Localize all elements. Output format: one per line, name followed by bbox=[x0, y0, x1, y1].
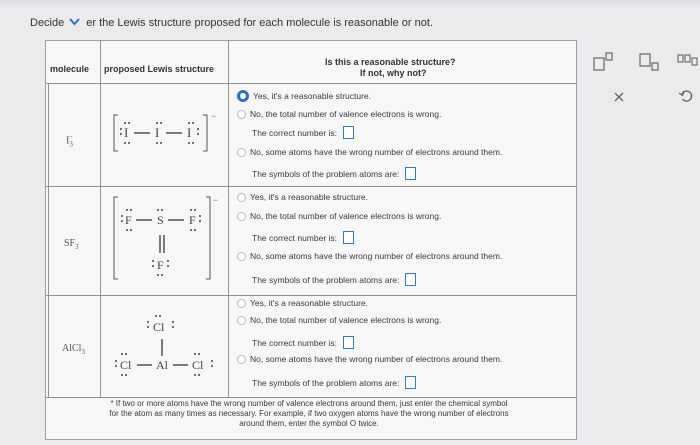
symbols-label: The symbols of the problem atoms are: bbox=[252, 169, 400, 179]
footnote-line: * If two or more atoms have the wrong number of valence electrons around them, just enter the chemical symbol bbox=[110, 399, 508, 408]
radio[interactable] bbox=[237, 193, 246, 202]
option-label: Yes, it's a reasonable structure. bbox=[253, 91, 372, 101]
symbols-row bbox=[252, 376, 416, 389]
molecule-formula: SF bbox=[64, 238, 76, 249]
question-prompt bbox=[30, 16, 433, 29]
superscript-icon[interactable] bbox=[592, 52, 614, 72]
radio[interactable] bbox=[237, 316, 246, 325]
radio[interactable] bbox=[237, 212, 246, 221]
option-label: No, some atoms have the wrong number of electrons around them. bbox=[250, 251, 503, 261]
top-bar bbox=[0, 0, 700, 7]
symbols-input[interactable] bbox=[405, 167, 416, 180]
atom-i-center: I bbox=[155, 125, 160, 140]
row-divider bbox=[46, 397, 576, 398]
alcl3-lewis-structure bbox=[110, 299, 225, 394]
table-divider bbox=[48, 83, 49, 397]
atom-f-right: F bbox=[189, 213, 196, 227]
clear-icon[interactable] bbox=[612, 90, 626, 104]
correct-number-label: The correct number is: bbox=[252, 233, 338, 243]
whether-dropdown[interactable] bbox=[66, 16, 84, 28]
option-wrong-electrons[interactable] bbox=[237, 315, 441, 325]
option-label: No, the total number of valence electrons is wrong. bbox=[250, 109, 442, 119]
atom-al: Al bbox=[156, 358, 168, 372]
symbols-row bbox=[252, 167, 416, 180]
prompt-prefix: Decide bbox=[30, 17, 65, 29]
radio[interactable] bbox=[237, 355, 246, 364]
col-header-question bbox=[228, 41, 577, 84]
option-reasonable[interactable] bbox=[237, 90, 371, 102]
symbols-label: The symbols of the problem atoms are: bbox=[252, 378, 400, 388]
col-header-molecule bbox=[46, 41, 100, 84]
prompt-suffix: er the Lewis structure proposed for each molecule is reasonable or not. bbox=[86, 17, 433, 29]
atom-f-bottom: F bbox=[157, 258, 164, 272]
radio[interactable] bbox=[237, 252, 246, 261]
ion-charge: − bbox=[213, 195, 219, 205]
subscript-icon[interactable] bbox=[638, 52, 660, 72]
symbols-input[interactable] bbox=[405, 376, 416, 389]
correct-number-label: The correct number is: bbox=[252, 128, 338, 138]
col-header-proposed-label: proposed Lewis structure bbox=[104, 64, 215, 74]
undo-icon[interactable] bbox=[678, 88, 694, 104]
option-wrong-electrons[interactable] bbox=[237, 109, 441, 119]
option-label: No, the total number of valence electrons is wrong. bbox=[250, 315, 442, 325]
atom-i-right: I bbox=[187, 125, 192, 140]
answer-table bbox=[45, 40, 577, 440]
option-label: No, some atoms have the wrong number of electrons around them. bbox=[250, 354, 503, 364]
ion-charge: − bbox=[211, 111, 217, 121]
element-boxes-icon[interactable] bbox=[677, 53, 699, 69]
correct-number-row bbox=[252, 336, 354, 349]
option-reasonable[interactable] bbox=[237, 298, 368, 308]
table-divider bbox=[228, 83, 229, 397]
option-label: Yes, it's a reasonable structure. bbox=[250, 298, 369, 308]
molecule-subscript: 3 bbox=[69, 140, 73, 149]
correct-number-input[interactable] bbox=[343, 336, 354, 349]
atom-cl-left: Cl bbox=[120, 358, 132, 372]
row-divider bbox=[46, 295, 576, 296]
symbols-input[interactable] bbox=[405, 273, 416, 286]
option-wrong-atoms[interactable] bbox=[237, 147, 502, 157]
atom-cl-top: Cl bbox=[153, 320, 165, 334]
molecule-subscript: 3 bbox=[75, 243, 79, 251]
molecule-label bbox=[64, 238, 79, 251]
correct-number-label: The correct number is: bbox=[252, 338, 338, 348]
correct-number-row bbox=[252, 126, 354, 139]
correct-number-input[interactable] bbox=[343, 126, 354, 139]
molecule-formula: I bbox=[66, 135, 70, 147]
option-label: No, some atoms have the wrong number of electrons around them. bbox=[250, 147, 503, 157]
radio[interactable] bbox=[237, 110, 246, 119]
correct-number-row bbox=[252, 231, 354, 244]
molecule-label bbox=[66, 133, 73, 148]
option-wrong-electrons[interactable] bbox=[237, 211, 441, 221]
col-header-question-line2: If not, why not? bbox=[360, 68, 427, 78]
i3-lewis-structure bbox=[110, 109, 220, 161]
radio-selected[interactable] bbox=[237, 90, 249, 102]
answer-toolbox bbox=[580, 40, 700, 150]
col-header-proposed bbox=[100, 41, 229, 84]
radio[interactable] bbox=[237, 148, 246, 157]
row-divider bbox=[46, 186, 576, 187]
col-header-molecule-label: molecule bbox=[50, 64, 90, 74]
atom-f-left: F bbox=[125, 213, 132, 227]
option-reasonable[interactable] bbox=[237, 192, 368, 202]
atom-s: S bbox=[157, 213, 164, 227]
atom-i-left: I bbox=[124, 125, 129, 140]
option-label: Yes, it's a reasonable structure. bbox=[250, 192, 369, 202]
correct-number-input[interactable] bbox=[343, 231, 354, 244]
molecule-label bbox=[62, 343, 85, 356]
footnote bbox=[54, 399, 564, 429]
option-wrong-atoms[interactable] bbox=[237, 251, 502, 261]
col-header-question-line1: Is this a reasonable structure? bbox=[325, 57, 456, 67]
option-wrong-atoms[interactable] bbox=[237, 354, 502, 364]
molecule-formula: AlCl bbox=[62, 343, 82, 354]
footnote-line: for the atom as many times as necessary. For example, if two oxygen atoms have the wrong number of electrons bbox=[109, 409, 509, 418]
symbols-label: The symbols of the problem atoms are: bbox=[252, 275, 400, 285]
molecule-subscript: 3 bbox=[81, 348, 85, 356]
option-label: No, the total number of valence electrons is wrong. bbox=[250, 211, 442, 221]
sf3-lewis-structure bbox=[110, 191, 225, 289]
footnote-line: around them, enter the symbol O twice. bbox=[239, 419, 379, 428]
table-divider bbox=[100, 83, 101, 397]
symbols-row bbox=[252, 273, 416, 286]
molecule-charge: − bbox=[68, 133, 73, 141]
radio[interactable] bbox=[237, 299, 246, 308]
chevron-down-icon bbox=[69, 17, 80, 26]
atom-cl-right: Cl bbox=[192, 358, 204, 372]
